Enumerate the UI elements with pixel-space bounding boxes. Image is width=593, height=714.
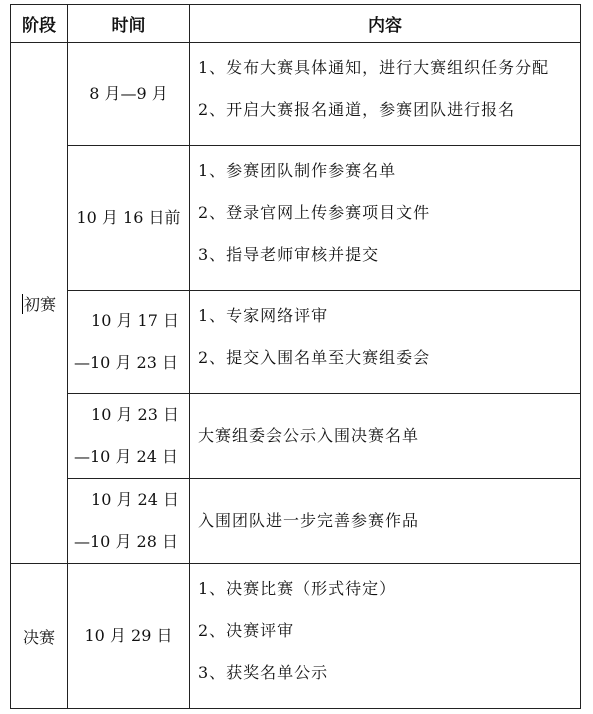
time-cell xyxy=(68,146,190,291)
table-row xyxy=(11,564,581,709)
content-cell xyxy=(190,479,581,564)
stage-preliminary-cell xyxy=(11,43,68,564)
time-cell xyxy=(68,43,190,146)
content-item: 1、参赛团队制作参赛名单 xyxy=(198,161,397,180)
table-row xyxy=(11,394,581,479)
stage-final-cell xyxy=(11,564,68,709)
header-time: 时间 xyxy=(68,5,190,43)
content-item: 入围团队进一步完善参赛作品 xyxy=(198,511,420,530)
table-row xyxy=(11,146,581,291)
content-item: 1、发布大赛具体通知，进行大赛组织任务分配 xyxy=(198,58,550,77)
time-line: 8 月—9 月 xyxy=(89,84,168,103)
content-item: 2、提交入围名单至大赛组委会 xyxy=(198,348,431,367)
content-item: 3、获奖名单公示 xyxy=(198,663,329,682)
time-line: 10 月 16 日前 xyxy=(76,208,181,227)
time-cell xyxy=(68,564,190,709)
stage-preliminary: 初赛 xyxy=(23,294,56,314)
content-cell xyxy=(190,564,581,709)
header-content: 内容 xyxy=(190,5,581,43)
table-row xyxy=(11,479,581,564)
time-line: —10 月 24 日 xyxy=(74,447,178,466)
time-line: 10 月 23 日 xyxy=(91,405,179,424)
time-cell xyxy=(68,479,190,564)
schedule-table xyxy=(10,4,581,709)
content-cell xyxy=(190,394,581,479)
time-line: —10 月 23 日 xyxy=(74,353,178,372)
table-row xyxy=(11,291,581,394)
header-stage: 阶段 xyxy=(11,5,68,43)
content-item: 2、决赛评审 xyxy=(198,621,295,640)
time-line: 10 月 29 日 xyxy=(84,626,173,645)
time-line: 10 月 17 日 xyxy=(91,311,179,330)
stage-final: 决赛 xyxy=(22,627,55,647)
time-line: —10 月 28 日 xyxy=(74,532,178,551)
time-cell xyxy=(68,291,190,394)
table-row xyxy=(11,43,581,146)
content-item: 2、登录官网上传参赛项目文件 xyxy=(198,203,431,222)
content-item: 2、开启大赛报名通道，参赛团队进行报名 xyxy=(198,100,516,119)
time-line: 10 月 24 日 xyxy=(91,490,179,509)
header-row xyxy=(11,5,581,43)
content-item: 1、专家网络评审 xyxy=(198,306,329,325)
text-cursor xyxy=(22,294,23,314)
content-cell xyxy=(190,43,581,146)
content-cell xyxy=(190,146,581,291)
content-item: 3、指导老师审核并提交 xyxy=(198,245,380,264)
time-cell xyxy=(68,394,190,479)
content-item: 大赛组委会公示入围决赛名单 xyxy=(198,426,420,445)
content-item: 1、决赛比赛（形式待定） xyxy=(198,579,397,598)
content-cell xyxy=(190,291,581,394)
